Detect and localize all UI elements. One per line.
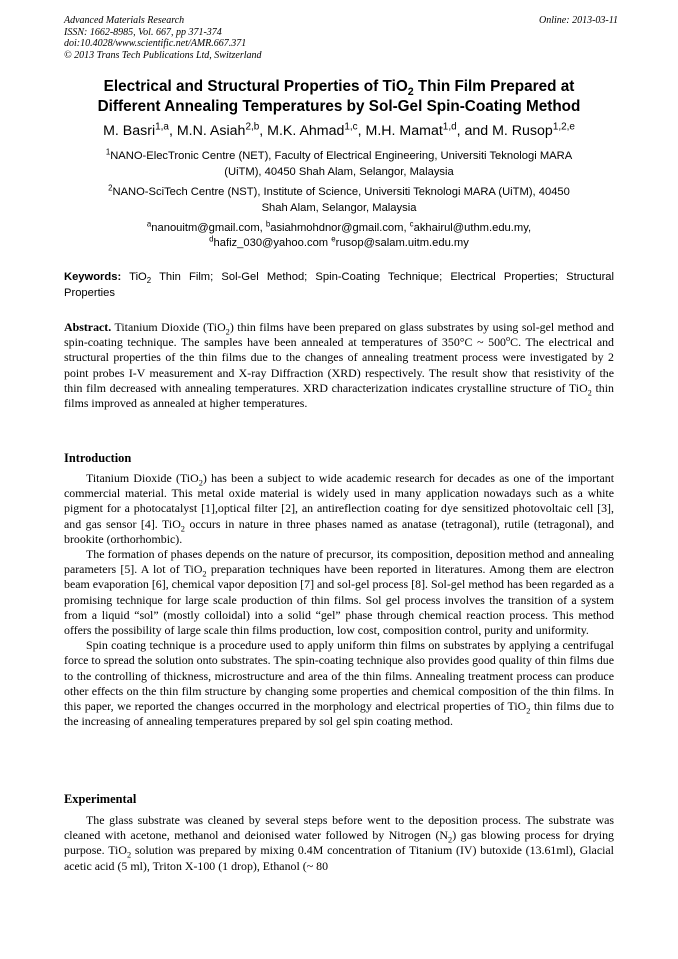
paragraph: Spin coating technique is a procedure used to apply uniform thin films on substrates by applying a centrifugal force to spread the solution onto substrates. The spin-coating technique also provides good quality of thin films due to the controlling of thickness, microstructure and area of the thin films. Annealing treatment process can produce other effects on the thin film structure by changing some properties and chemical composition of the thin films. In this paper, we reported the changes occurred in the morphology and electrical properties of TiO$_2$ thin films due to the increasing of annealing temperatures prepared by sol gel spin coating method. [64,638,614,729]
introduction-body [64,471,614,729]
section-heading-experimental: Experimental [64,792,137,806]
title-subscript: 2 [407,86,414,99]
author-emails: $^a$nanouitm@gmail.com, $^b$asiahmohdnor@gmail.com, $^c$akhairul@uthm.edu.my, $^d$hafiz_030@yahoo.com $^e$rusop@salam.uitm.edu.my [146,219,532,249]
paper-title [40,77,638,117]
author: M.H. Mamat$^{1,d}$, and [365,121,493,139]
title-line-2: Different Annealing Temperatures by Sol-Gel Spin-Coating Method [97,98,581,115]
paragraph: The glass substrate was cleaned by several steps before went to the deposition process. The substrate was cleaned with acetone, methanol and deionised water followed by Nitrogen $(N_2)$ gas blowing process for drying purpose. TiO$_2$ solution was prepared by mixing 0.4M concentration of Titanium (IV) butoxide (13.61ml), Glacial acetic acid (5 ml), Triton X-100 (1 drop), Ethanol (~ 80 [64,813,614,873]
journal-issn: ISSN: 1662-8985, Vol. 667, pp 371-374 [64,26,222,38]
section-heading-introduction: Introduction [64,451,132,465]
affiliation-1: $^1$NANO-ElecTronic Centre (NET), Faculty of Electrical Engineering, Universiti Teknologi MARA (UiTM), 40450 Shah Alam, Selangor, Malaysia [105,147,573,178]
paragraph: Titanium Dioxide (TiO$_2$) has been a subject to wide academic research for decades as one of the important commercial material. This metal oxide material is widely used in many application nowadays such as a white pigment for a photocatalyst [1],optical filter [2], an antireflection coating for dye sensitized photovoltaic cell [3], and gas sensor [4]. TiO$_2$ occurs in nature in three phases named as anatase (tetragonal), rutile (tetragonal), and brookite (orthorhombic). [64,471,614,546]
journal-copyright: © 2013 Trans Tech Publications Ltd, Switzerland [64,49,262,61]
abstract-label: Abstract. [64,320,112,334]
experimental-body [64,813,614,874]
author: M.N. Asiah$^{2,b}$, [176,121,268,139]
paragraph: The formation of phases depends on the nature of precursor, its composition, deposition method and annealing parameters [5]. A lot of TiO$_2$ preparation techniques have been reported in literatures. Among them are electron beam evaporation [6], chemical vapor deposition [7] and sol-gel process [8]. Sol-gel method has been regarded as a promising technique for large scale production of thin films. Sol gel process involves the transition of a system from a liquid “sol” (mostly colloidal) into a solid “gel” phase through chemical reaction process. This method offers the possibility of large scale thin films production, low cost, composition control, purity and uniformity. [64,547,615,638]
online-date: Online: 2013-03-11 [539,15,618,26]
keywords-label: Keywords: [64,271,122,283]
title-text: Thin Film Prepared at [413,78,575,95]
author: M.K. Ahmad$^{1,c}$, [267,121,366,139]
journal-header [64,15,618,61]
journal-doi: doi:10.4028/www.scientific.net/AMR.667.371 [64,38,247,49]
keywords: Keywords: TiO$_2$ Thin Film; Sol-Gel Method; Spin-Coating Technique; Electrical Properties; Structural Properties [64,271,614,299]
journal-name: Advanced Materials Research [64,15,185,26]
author: M. Rusop$^{1,2,e}$ [492,121,575,139]
affiliation-2: $^2$NANO-SciTech Centre (NST), Institute of Science, Universiti Teknologi MARA (UiTM), 40450 Shah Alam, Selangor, Malaysia [108,183,570,214]
abstract: Abstract. Titanium Dioxide (TiO$_2$) thin films have been prepared on glass substrates by using sol-gel method and spin-coating technique. The samples have been annealed at temperatures of 350°C ~ 500$^o$C. The electrical and structural properties of the thin films due to the changes of annealing treatment process were investigated by 2 point probes I-V measurement and X-ray Diffraction (XRD) respectively. The result show that resistivity of the thin film decreased with annealing temperatures. XRD characterization indicates crystalline structure of TiO$_2$ thin films improved as annealed at higher temperatures. [64,320,614,411]
author-list [40,122,638,141]
title-text: Electrical and Structural Properties of TiO [103,78,408,95]
author: M. Basri$^{1,a}$, [103,121,177,139]
